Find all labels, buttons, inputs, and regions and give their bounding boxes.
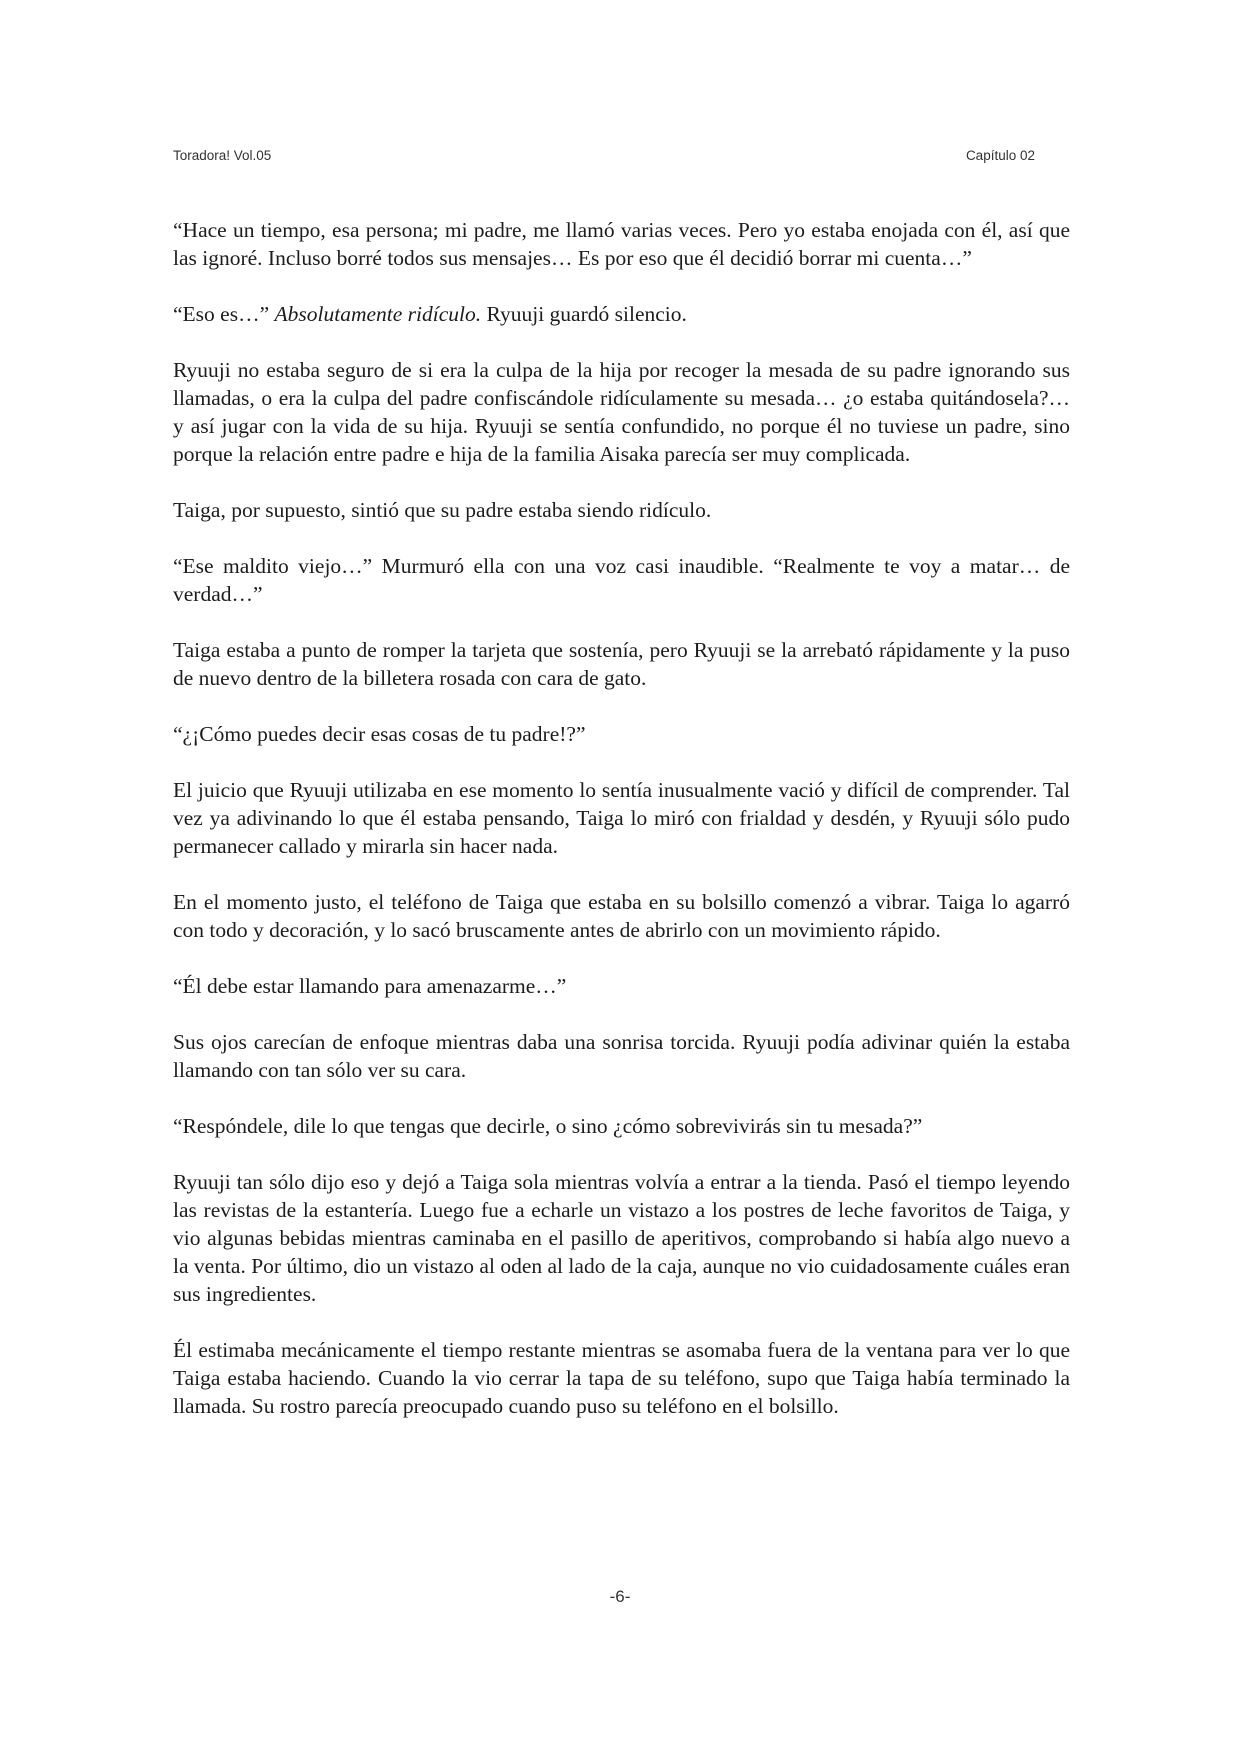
paragraph-2-lead: “Eso es…” [173, 302, 275, 326]
paragraph-2-italic-thought: Absolutamente ridículo. [274, 302, 482, 326]
paragraph-5: “Ese maldito viejo…” Murmuró ella con una voz casi inaudible. “Realmente te voy a matar… de verdad…” [173, 554, 1070, 606]
paragraph-9: En el momento justo, el teléfono de Taiga que estaba en su bolsillo comenzó a vibrar. Taiga lo agarró con todo y decoración, y lo sacó bruscamente antes de abrirlo con un movimiento rápido. [173, 890, 1070, 942]
paragraph-8: El juicio que Ryuuji utilizaba en ese momento lo sentía inusualmente vació y difícil de comprender. Tal vez ya adivinando lo que él estaba pensando, Taiga lo miró con frialdad y desdén, y Ryuuji sólo pudo permanecer callado y mirarla sin hacer nada. [173, 778, 1070, 858]
paragraph-6: Taiga estaba a punto de romper la tarjeta que sostenía, pero Ryuuji se la arrebató rápidamente y la puso de nuevo dentro de la billetera rosada con cara de gato. [173, 638, 1070, 690]
body-text [173, 216, 1070, 1420]
paragraph-4: Taiga, por supuesto, sintió que su padre estaba siendo ridículo. [173, 498, 712, 522]
paragraph-2 [173, 300, 1070, 328]
header-book-title: Toradora! Vol.05 [173, 148, 272, 163]
paragraph-10: “Él debe estar llamando para amenazarme…” [173, 974, 567, 998]
paragraph-1: “Hace un tiempo, esa persona; mi padre, me llamó varias veces. Pero yo estaba enojada con él, así que las ignoré. Incluso borré todos sus mensajes… Es por eso que él decidió borrar mi cuenta…” [173, 218, 1070, 270]
header-chapter: Capítulo 02 [965, 148, 1035, 163]
page-number: -6- [609, 1587, 631, 1606]
paragraph-11: Sus ojos carecían de enfoque mientras daba una sonrisa torcida. Ryuuji podía adivinar quién la estaba llamando con tan sólo ver su cara. [173, 1030, 1070, 1082]
paragraph-3: Ryuuji no estaba seguro de si era la culpa de la hija por recoger la mesada de su padre ignorando sus llamadas, o era la culpa del padre confiscándole ridículamente su mesada… ¿o estaba quitándosela?… y así jugar con la vida de su hija. Ryuuji se sentía confundido, no porque él no tuviese un padre, sino porque la relación entre padre e hija de la familia Aisaka parecía ser muy complicada. [173, 358, 1070, 466]
paragraph-7: “¿¡Cómo puedes decir esas cosas de tu padre!?” [173, 722, 586, 746]
paragraph-14: Él estimaba mecánicamente el tiempo restante mientras se asomaba fuera de la ventana para ver lo que Taiga estaba haciendo. Cuando la vio cerrar la tapa de su teléfono, supo que Taiga había terminado la llamada. Su rostro parecía preocupado cuando puso su teléfono en el bolsillo. [173, 1338, 1070, 1418]
paragraph-13: Ryuuji tan sólo dijo eso y dejó a Taiga sola mientras volvía a entrar a la tienda. Pasó el tiempo leyendo las revistas de la estantería. Luego fue a echarle un vistazo a los postres de leche favoritos de Taiga, y vio algunas bebidas mientras caminaba en el pasillo de aperitivos, comprobando si había algo nuevo a la venta. Por último, dio un vistazo al oden al lado de la caja, aunque no vio cuidadosamente cuáles eran sus ingredientes. [173, 1170, 1070, 1306]
paragraph-2-tail: Ryuuji guardó silencio. [481, 302, 687, 326]
running-header [173, 148, 1035, 163]
paragraph-12: “Respóndele, dile lo que tengas que decirle, o sino ¿cómo sobrevivirás sin tu mesada?” [173, 1114, 923, 1138]
